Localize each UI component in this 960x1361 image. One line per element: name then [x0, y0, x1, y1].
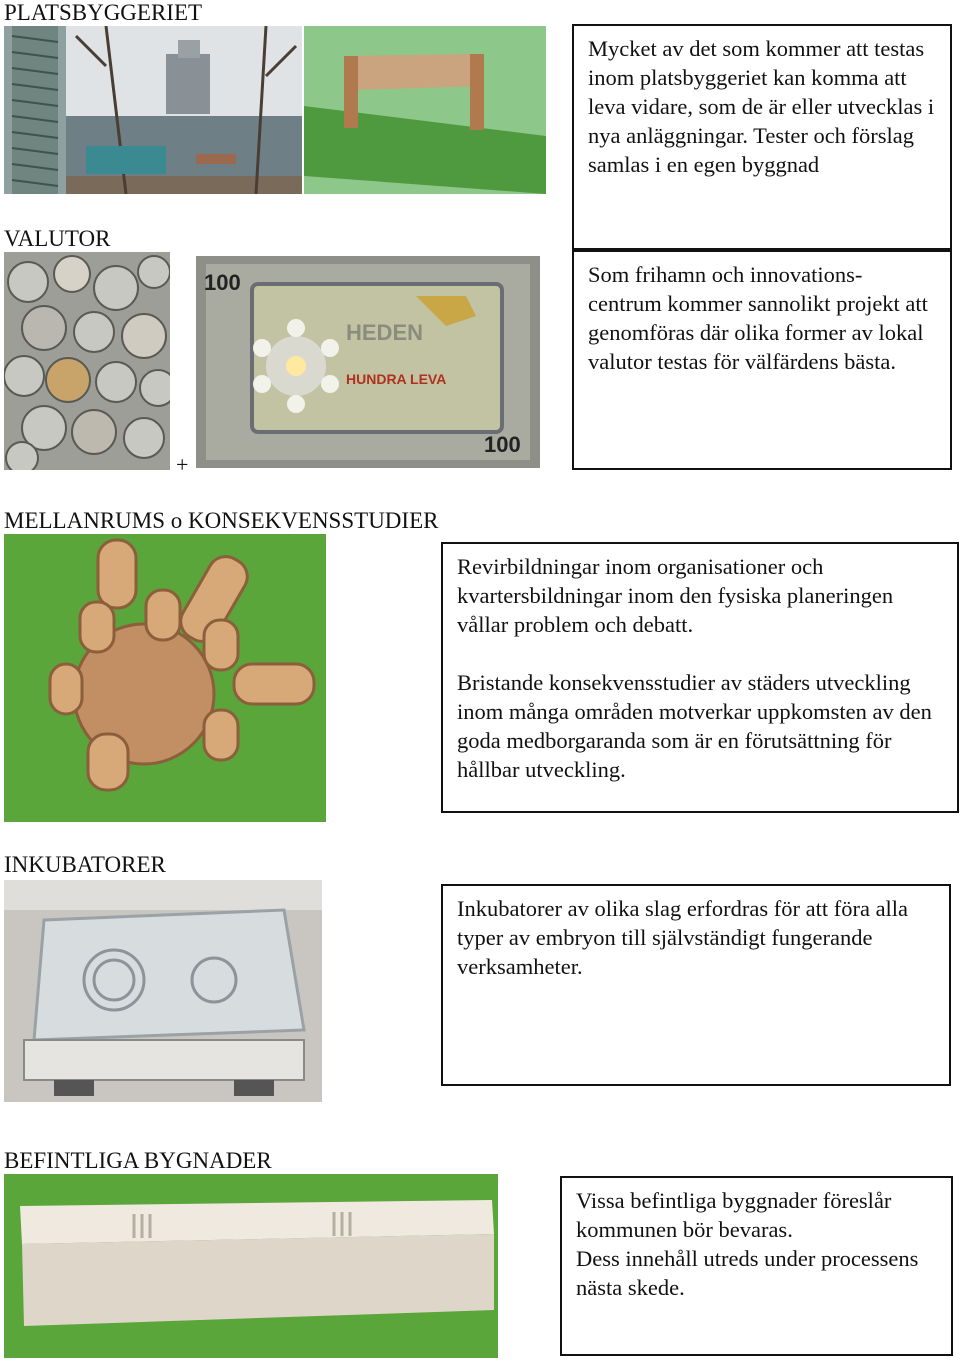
inkubatorer-textbox — [441, 884, 951, 1086]
textured-column-photo — [4, 26, 66, 194]
harbor-photo — [66, 26, 302, 194]
section-heading-platsbyggeriet: PLATSBYGGERIET — [4, 0, 203, 25]
cardboard-circle-model-photo — [4, 534, 326, 822]
section-heading-befintliga: BEFINTLIGA BYGNADER — [4, 1148, 272, 1173]
incubator-photo — [4, 880, 322, 1102]
coins-photo — [4, 252, 170, 470]
local-banknote-image — [196, 256, 540, 468]
valutor-textbox — [572, 250, 952, 470]
mellanrum-textbox — [441, 542, 959, 813]
cardboard-model-photo — [304, 26, 546, 194]
section-heading-valutor: VALUTOR — [4, 226, 111, 251]
section-heading-mellanrum: MELLANRUMS o KONSEKVENSSTUDIER — [4, 508, 439, 533]
befintliga-textbox — [560, 1176, 953, 1356]
befintliga-line-2: Dess innehåll utreds under processens nästa skede. — [576, 1246, 919, 1300]
banknote-place-name: HEDEN — [346, 320, 424, 345]
foam-block-model-photo — [4, 1174, 498, 1358]
platsbyggeriet-textbox — [572, 24, 952, 250]
platsbyggeriet-text: Mycket av det som kommer att testas inom platsbyggeriet kan komma att leva vidare, som de är eller utvecklas i nya anläggningar. Tester och förslag samlas i en egen byggnad — [588, 36, 935, 177]
inkubatorer-text: Inkubatorer av olika slag erfordras för att föra alla typer av embryon till självständigt fungerande verksamheter. — [457, 896, 909, 979]
plus-sign: + — [176, 452, 189, 477]
mellanrum-paragraph-2: Bristande konsekvensstudier av städers utveckling inom många områden motverkar uppkomsten av den goda medborgaranda som är en förutsättning för hållbar utveckling. — [457, 670, 932, 782]
befintliga-line-1: Vissa befintliga byggnader föreslår kommunen bör bevaras. — [576, 1188, 892, 1242]
mellanrum-paragraph-1: Revirbildningar inom organisationer och kvartersbildningar inom den fysiska planeringen vållar problem och debatt. — [457, 554, 894, 637]
banknote-value-text: HUNDRA LEVA — [346, 371, 447, 387]
banknote-denomination-bottom: 100 — [484, 432, 521, 457]
banknote-denomination-top: 100 — [204, 270, 241, 295]
valutor-text: Som frihamn och innovations-centrum kommer sannolikt projekt att genomföras där olika former av lokal valutor testas för välfärdens bästa. — [588, 262, 928, 374]
section-heading-inkubatorer: INKUBATORER — [4, 852, 166, 877]
